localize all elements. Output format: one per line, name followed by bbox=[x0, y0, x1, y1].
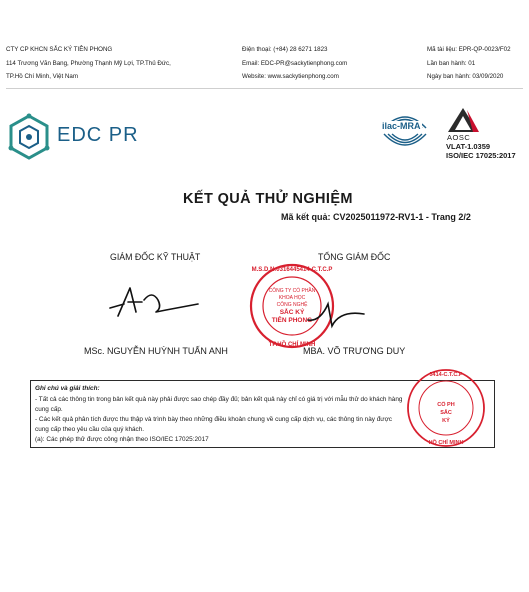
note-line-4: cung cấp theo yêu cầu của quý khách. bbox=[35, 426, 145, 433]
note-line-2: cung cấp. bbox=[35, 406, 63, 413]
svg-text:KHOA HỌC: KHOA HỌC bbox=[278, 295, 306, 301]
company-address-line2: TP.Hồ Chí Minh, Việt Nam bbox=[6, 73, 78, 80]
company-address-line1: 114 Trương Văn Bang, Phường Thạnh Mỹ Lợi, TP.Thủ Đức, bbox=[6, 60, 171, 67]
stamp-inner-line1: CÔNG TY CỔ PHẦN bbox=[268, 288, 316, 294]
svg-text:CỔ PH: CỔ PH bbox=[437, 402, 455, 408]
partial-stamp bbox=[402, 366, 464, 450]
technical-director-signature bbox=[108, 286, 204, 320]
company-name: CTY CP KHCN SẮC KÝ TIÊN PHONG bbox=[6, 46, 113, 53]
issue-number: Lần ban hành: 01 bbox=[427, 60, 476, 67]
svg-text:HỒ CHÍ MINH: HỒ CHÍ MINH bbox=[428, 440, 464, 446]
svg-text:KÝ: KÝ bbox=[442, 418, 450, 424]
vlat-code: VLAT-1.0359 bbox=[446, 142, 491, 151]
general-director-name: MBA. VÕ TRƯƠNG DUY bbox=[303, 346, 406, 356]
iso-standard: ISO/IEC 17025:2017 bbox=[446, 151, 516, 160]
svg-text:TP.HỒ CHÍ MINH: TP.HỒ CHÍ MINH bbox=[268, 342, 316, 348]
note-line-1: - Tất cả các thông tin trong bản kết quả này phải được sao chép đầy đủ; bản kết quả này chỉ có giá trị với mẫu thử do khách hàng bbox=[35, 396, 403, 403]
email: Email: EDC-PR@sackytienphong.com bbox=[242, 60, 348, 67]
website: Website: www.sackytienphong.com bbox=[242, 73, 339, 80]
note-line-5: (a): Các phép thử được công nhận theo ISO/IEC 17025:2017 bbox=[35, 436, 209, 443]
report-title: KẾT QUẢ THỬ NGHIỆM bbox=[183, 191, 353, 207]
edc-pr-logo-text: EDC PR bbox=[57, 124, 139, 146]
ilac-mra-logo bbox=[380, 108, 430, 156]
technical-director-title: GIÁM ĐỐC KỸ THUẬT bbox=[110, 252, 201, 262]
phone: Điện thoại: (+84) 28 6271 1823 bbox=[242, 46, 328, 53]
general-director-title: TỔNG GIÁM ĐỐC bbox=[318, 252, 391, 262]
edc-hexagon-logo bbox=[6, 112, 52, 162]
aosc-triangle-icon bbox=[446, 106, 480, 134]
note-line-3: - Các kết quả phân tích được thu thập và trình bày theo những điều khoản chung về cung cấp dịch vụ, các thông tin này được bbox=[35, 416, 392, 423]
header-divider bbox=[6, 88, 523, 89]
svg-text:5414-C.T.C.P: 5414-C.T.C.P bbox=[429, 372, 463, 378]
issue-date: Ngày ban hành: 03/09/2020 bbox=[427, 73, 504, 80]
general-director-signature bbox=[306, 292, 366, 332]
svg-text:TIÊN PHONG: TIÊN PHONG bbox=[271, 317, 313, 324]
aosc-text: AOSC bbox=[447, 133, 471, 142]
svg-text:SẮC KÝ: SẮC KÝ bbox=[279, 309, 305, 316]
technical-director-name: MSc. NGUYỄN HUỲNH TUẤN ANH bbox=[84, 346, 228, 356]
ilac-mra-text: ilac-MRA bbox=[382, 121, 421, 131]
notes-heading: Ghi chú và giải thích: bbox=[35, 385, 100, 392]
doc-code: Mã tài liệu: EPR-QP-0023/F02 bbox=[427, 46, 511, 53]
result-code: Mã kết quả: CV2025011972-RV1-1 - Trang 2/2 bbox=[281, 212, 471, 222]
svg-text:M.S.D.N:0316445414-C.T.C.P: M.S.D.N:0316445414-C.T.C.P bbox=[251, 267, 333, 273]
svg-text:SẮC: SẮC bbox=[440, 410, 452, 416]
svg-text:CÔNG NGHỆ: CÔNG NGHỆ bbox=[276, 302, 308, 308]
